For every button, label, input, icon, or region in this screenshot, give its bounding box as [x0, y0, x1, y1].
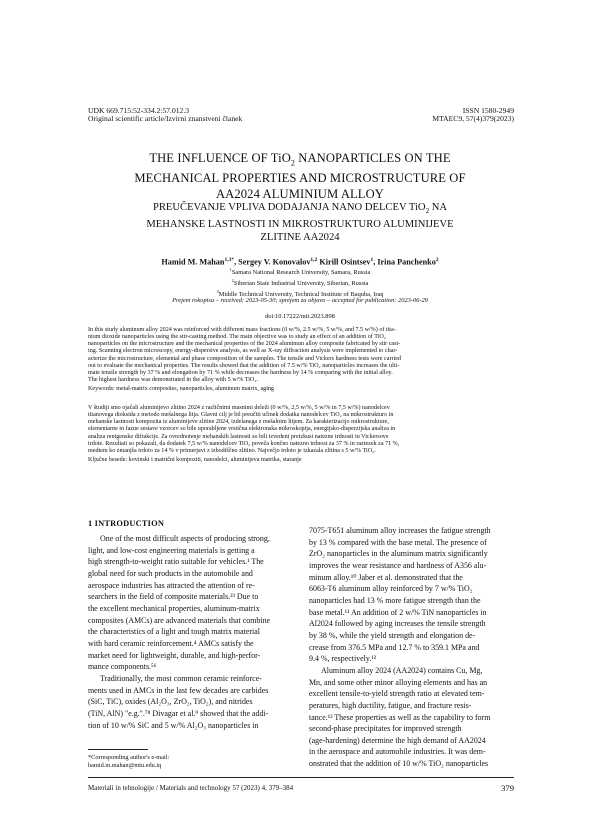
- abstract-english: [88, 327, 514, 384]
- text-line: crease from 376.5 MPa and 12.7 % to 359.1 MPa and: [309, 642, 480, 652]
- text-line: ZrO₂ nanoparticles in the aluminum matrix significantly: [309, 549, 488, 559]
- abstract-line: mate tensile strength by 37 % and elongation by 71 % while decreases the hardness by 14 % comparing with the initial alloy.: [88, 369, 393, 376]
- abstract-line: elementarne in fazne sestave vzorcev so bile uporabljene vrstična elektronska mikroskopija, energijsko-disperzijska analiza in: [88, 426, 396, 433]
- text-line: base metal.¹¹ An addition of 2 w/% TiN nanoparticles in: [309, 607, 487, 617]
- text-line: in the aerospace and automobile industries. It was dem-: [309, 747, 486, 757]
- page-number: 379: [501, 783, 514, 793]
- affiliations: [60, 266, 540, 299]
- journal-code: MTAEC9, 57(4)379(2023): [432, 114, 514, 123]
- text-line: 6063-T6 aluminum alloy reinforced by 7 w/% TiO₂: [309, 584, 473, 594]
- title-line-1: THE INFLUENCE OF TiO$_2$ NANOPARTICLES ON THE: [149, 151, 451, 168]
- text-line: tance.¹³ These properties as well as the capability to form: [309, 712, 491, 722]
- text-line: high strength-to-weight ratio suitable for vehicles.¹ The: [88, 557, 264, 567]
- left-column: [88, 533, 288, 731]
- text-line: by 38 %, while the yield strength and elongation de-: [309, 630, 476, 640]
- text-line: improves the wear resistance and hardness of A356 alu-: [309, 560, 487, 570]
- text-line: light, and low-cost engineering materials is getting a: [88, 545, 255, 555]
- article-subtitle: [60, 201, 540, 244]
- abstract-line: In this study aluminum alloy 2024 was reinforced with different mass fractions (0 w/%, 2.5 w/%, 5 w/%, and 7.5 w/%) of tita-: [88, 327, 396, 333]
- text-line: Aluminum alloy 2024 (AA2024) contains Cu, Mg,: [321, 665, 483, 675]
- doi: doi:10.17222/mit.2023.898: [265, 313, 335, 320]
- author-list: Hamid M. Mahan$^{1,3*}$, Sergey V. Konovalov$^{1,2}$ Kirill Osintsev$^1$, Irina Panchenko$^2$: [161, 257, 439, 267]
- footnote-email[interactable]: hamid.m.mahan@mtu.edu.iq: [88, 762, 162, 769]
- text-line: (SiC, TiC), oxides (Al₂O₃, ZrO₂, TiO₂), and nitrides: [88, 697, 253, 707]
- abstract-line: acterize the microstructure, elemental and phase composition of the samples. The tensile and Vickers hardness tests were carried: [88, 355, 401, 362]
- text-line: global need for such products in the automobile and: [88, 568, 253, 578]
- text-line: Traditionally, the most common ceramic reinforce-: [100, 673, 262, 683]
- text-line: tion of 10 w/% SiC and 5 w/% Al₂O₃ nanoparticles in: [88, 720, 259, 730]
- keywords-slovene: Ključne besede: kovinski i matrični kompoziti, nanodelci, aluminijeva matrika, staranje: [88, 457, 302, 463]
- footnote-rule: [88, 749, 148, 750]
- title-line-3: AA2024 ALUMINIUM ALLOY: [215, 186, 384, 201]
- text-line: the excellent mechanical properties, aluminum-matrix: [88, 603, 260, 613]
- text-line: searchers in the field of composite materials.²³ Due to: [88, 592, 259, 602]
- abstract-line: medtem ko zmanjša trdoto za 14 % v primerjavi z izhodiščno zlitino. Največjo trdoto je izkazala zlitina s 5 w/% TiO₂.: [88, 447, 376, 454]
- text-line: with hard ceramic reinforcement.⁴ AMCs satisfy the: [88, 638, 254, 648]
- subtitle-line-2: MEHANSKE LASTNOSTI IN MIKROSTRUKTURO ALUMINIJEVE: [146, 219, 454, 231]
- affiliation: $^3$Middle Technical University, Technical Institute of Baquba, Iraq: [216, 289, 384, 299]
- text-line: 9.4 %, respectively.¹²: [309, 654, 377, 664]
- text-line: excellent tensile-to-yield strength ratio at elevated tem-: [309, 689, 485, 699]
- article-title: [60, 151, 540, 202]
- text-line: One of the most difficult aspects of producing strong,: [100, 534, 270, 543]
- text-line: by 13 % compared with the base metal. The presence of: [309, 537, 487, 547]
- text-line: aerospace industries has attracted the attention of re-: [88, 580, 255, 590]
- subtitle-line-1: PREUČEVANJE VPLIVA DODAJANJA NANO DELCEV TiO$_2$ NA: [152, 202, 448, 216]
- corresponding-author-footnote: [88, 754, 169, 770]
- abstract-line: V študiji smo ojačali aluminijevo zlitino 2024 z različnimi masnimi deleži (0 w/%, 2,5 w/%, 5 w/% in 7,5 w/%) nanodelcev: [88, 405, 390, 411]
- right-column: [309, 525, 514, 770]
- text-line: minum alloy.¹⁰ Jaber et al. demonstrated that the: [309, 572, 463, 582]
- affiliation: $^1$Samara National Research University, Samara, Russia: [229, 267, 371, 277]
- abstract-line: ing. Scanning electron microscopy, energy-dispersive analysis, as well as X-ray diffraction analysis were implemented to char-: [88, 348, 398, 355]
- abstract-line: analiza rentgenske difrakcije. Za ovrednotenje mehanskih lastnosti so bili izvedeni preizkusi natezne trdnosti in Vickersove: [88, 433, 389, 440]
- text-line: (TiN, AlN) "e.g.".⁷⁸ Divagar et al.⁹ showed that the addi-: [88, 708, 269, 718]
- abstract-line: mehanske lastnosti kompozita iz aluminijeve zlitine 2024, izdelanega z mešalnim litjem. Za karakterizacijo mikrostrukture,: [88, 419, 389, 426]
- text-line: market need for lightweight, durable, and high-perfor-: [88, 650, 261, 660]
- abstract-line: out to evaluate the mechanical properties. The results showed that the addition of 7.5 w/% TiO₂ nanoparticles increases the ulti-: [88, 362, 400, 369]
- issn: ISSN 1580-2949: [462, 106, 514, 115]
- subtitle-line-3: ZLITINE AA2024: [260, 232, 340, 244]
- text-line: onstrated that the addition of 10 w/% TiO₂ nanoparticles: [309, 759, 489, 769]
- udk-code: UDK 669.715:52-334.2:57.012.3: [88, 106, 190, 115]
- keywords-english: Keywords: metal-matrix composites, nanoparticles, aluminum matrix, aging: [88, 386, 274, 392]
- abstract-line: nium dioxide nanoparticles using the stir-casting method. The main objective was to study an effect of an addition of TiO₂: [88, 334, 386, 341]
- text-line: the characteristics of a light and tough matrix material: [88, 627, 260, 637]
- abstract-line: The highest hardness was demonstrated in the alloy with 5 w/% TiO₂.: [88, 377, 259, 384]
- text-line: (age-hardening) determine the high demand of AA2024: [309, 735, 486, 745]
- text-line: second-phase precipitates for improved strength: [309, 724, 462, 734]
- footer-rule: [88, 777, 514, 778]
- text-line: nanoparticles had 13 % more fatigue strength than the: [309, 595, 481, 605]
- text-line: mance components.⁵⁶: [88, 662, 157, 672]
- text-line: peratures, high ductility, fatigue, and fracture resis-: [309, 700, 472, 710]
- abstract-line: titanovega dioksida z metodo mešalnega litja. Glavni cilj je bil preučiti učinek dodatka nanodelcev TiO₂ na mikrostrukturo in: [88, 412, 394, 419]
- footer-citation: Materiali in tehnologije / Materials and technology 57 (2023) 4, 379–384: [88, 784, 294, 792]
- article-type: Original scientific article/Izvirni znanstveni članek: [88, 114, 243, 123]
- text-line: Al2024 followed by aging increases the tensile strength: [309, 619, 486, 629]
- footnote-label: *Corresponding author's e-mail:: [88, 754, 170, 761]
- section-heading: 1 INTRODUCTION: [88, 519, 165, 528]
- text-line: ments used in AMCs in the last few decades are carbides: [88, 685, 269, 695]
- received-dates: Prejem rokopisa – received: 2023-05-30; sprejem za objavo – accepted for publication: 2023-06-29: [172, 297, 428, 304]
- text-line: 7075-T651 aluminum alloy increases the fatigue strength: [309, 526, 491, 535]
- text-line: Mn, and some other minor alloying elements and has an: [309, 677, 488, 687]
- title-line-2: MECHANICAL PROPERTIES AND MICROSTRUCTURE OF: [134, 171, 466, 186]
- text-line: composites (AMCs) are advanced materials that combine: [88, 615, 271, 625]
- abstract-slovene: [88, 405, 514, 455]
- abstract-line: nanoparticles on the microstructure and the mechanical properties of the 2024 aluminum alloy composite fabricated by stir cast-: [88, 341, 401, 348]
- abstract-line: trdote. Rezultati so pokazali, da dodatek 7,5 w/% nanodelcev TiO₂ poveča končno natezno trdnost za 37 % in raztezek za 71 %,: [88, 440, 400, 447]
- affiliation: $^2$Siberian State Industrial University, Siberian, Russia: [231, 278, 369, 288]
